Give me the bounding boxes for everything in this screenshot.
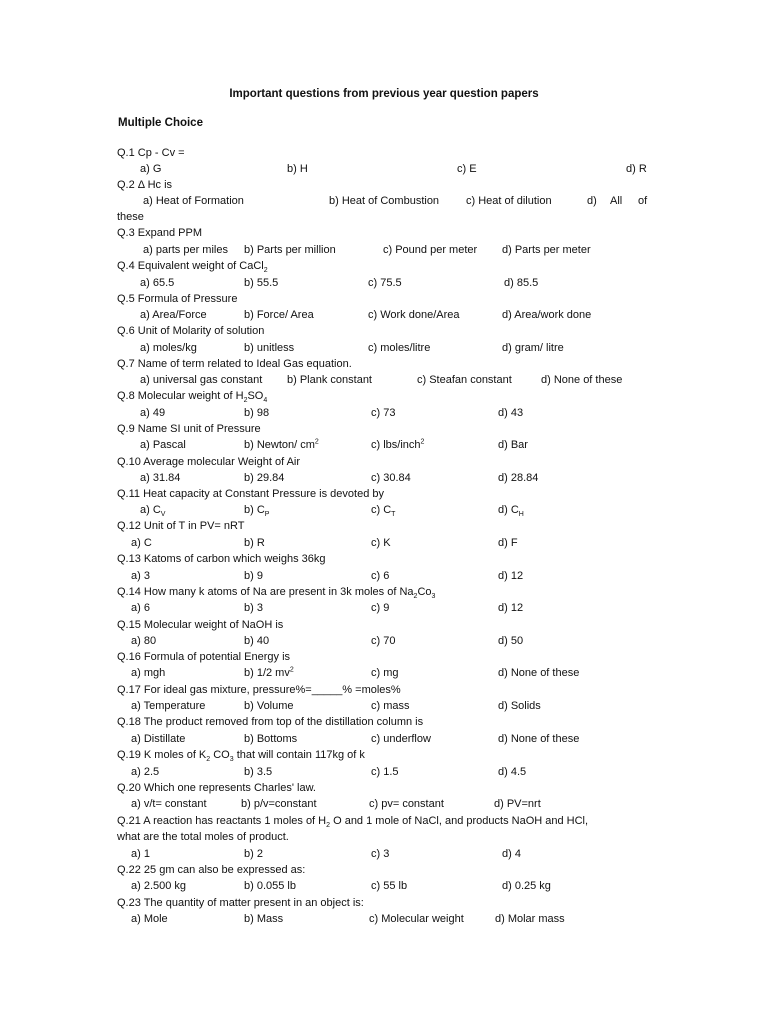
q16-option-a: a) mgh [131,667,166,679]
question-5: Q.5 Formula of Pressure [117,293,238,305]
q14-option-c: c) 9 [371,602,390,614]
question-22: Q.22 25 gm can also be expressed as: [117,864,306,876]
q22-option-a: a) 2.500 kg [131,880,187,892]
q11-option-a: a) $C_V$ [140,504,166,519]
q9-option-d: d) Bar [498,439,528,451]
question-18: Q.18 The product removed from top of the distillation column is [117,716,424,728]
q11-option-d: d) $C_H$ [498,504,524,519]
q5-option-d: d) Area/work done [502,309,592,321]
q13-option-b: b) 9 [244,570,263,582]
q21-option-a: a) 1 [131,848,150,860]
q15-option-b: b) 40 [244,635,270,647]
q2-option-c: c) Heat of dilution [466,195,552,207]
q7-option-b: b) Plank constant [287,374,372,386]
question-17: Q.17 For ideal gas mixture, pressure%=_____% =moles% [117,684,401,696]
q20-option-c: c) pv= constant [369,798,444,810]
page-title: Important questions from previous year question papers [229,88,539,100]
q19-option-b: b) 3.5 [244,766,273,778]
question-21: Q.21 A reaction has reactants 1 moles of $H_2$ O and 1 mole of NaCl, and products NaOH and HCl, [117,815,589,830]
q20-option-d: d) PV=nrt [494,798,541,810]
q21-continuation: what are the total moles of product. [117,831,289,843]
question-23: Q.23 The quantity of matter present in an object is: [117,897,364,909]
q17-option-c: c) mass [371,700,410,712]
q14-option-a: a) 6 [131,602,150,614]
q15-option-c: c) 70 [371,635,396,647]
question-7: Q.7 Name of term related to Ideal Gas equation. [117,358,352,370]
q2-option-d-word2: of [638,195,648,207]
q4-option-c: c) 75.5 [368,277,402,289]
q11-option-b: b) $C_P$ [244,504,270,519]
question-12: Q.12 Unit of T in PV= nRT [117,520,245,532]
q7-option-a: a) universal gas constant [140,374,263,386]
q10-option-b: b) 29.84 [244,472,285,484]
q1-option-c: c) E [457,163,477,175]
q22-option-b: b) 0.055 lb [244,880,296,892]
q23-option-c: c) Molecular weight [369,913,464,925]
q7-option-d: d) None of these [541,374,623,386]
q23-option-a: a) Mole [131,913,168,925]
q2-option-a: a) Heat of Formation [143,195,244,207]
q22-option-c: c) 55 lb [371,880,408,892]
question-19: Q.19 K moles of $K_2$ $CO_3$ that will contain 117kg of k [117,749,365,764]
q6-option-c: c) moles/litre [368,342,431,354]
q11-option-c: c) $C_T$ [371,504,396,519]
question-16: Q.16 Formula of potential Energy is [117,651,291,663]
q12-option-d: d) F [498,537,518,549]
question-4: Q.4 Equivalent weight of CaCl$_2$ [117,260,268,275]
q5-option-c: c) Work done/Area [368,309,460,321]
q10-option-a: a) 31.84 [140,472,181,484]
q16-option-b: b) 1/2 $mv^2$ [244,666,294,679]
q23-option-d: d) Molar mass [495,913,565,925]
q16-option-c: c) mg [371,667,399,679]
q15-option-d: d) 50 [498,635,524,647]
q4-option-b: b) 55.5 [244,277,279,289]
q6-option-d: d) gram/ litre [502,342,564,354]
question-1: Q.1 Cp - Cv = [117,147,185,159]
section-heading: Multiple Choice [118,117,203,129]
q12-option-a: a) C [131,537,152,549]
q13-option-c: c) 6 [371,570,390,582]
q9-option-c: c) lbs/inch$^2$ [371,438,425,451]
question-8: Q.8 Molecular weight of $H_2SO_4$ [117,390,268,405]
q19-option-c: c) 1.5 [371,766,399,778]
q8-option-d: d) 43 [498,407,524,419]
q8-option-c: c) 73 [371,407,396,419]
q17-option-d: d) Solids [498,700,541,712]
q8-option-a: a) 49 [140,407,166,419]
q2-option-d-word1: All [610,195,623,207]
q18-option-b: b) Bottoms [244,733,298,745]
q6-option-a: a) moles/kg [140,342,197,354]
q20-option-b: b) p/v=constant [241,798,317,810]
question-9: Q.9 Name SI unit of Pressure [117,423,261,435]
q21-option-c: c) 3 [371,848,390,860]
q10-option-c: c) 30.84 [371,472,411,484]
q2-option-d: d) [587,195,597,207]
q3-option-a: a) parts per miles [143,244,228,256]
q22-option-d: d) 0.25 kg [502,880,551,892]
q20-option-a: a) v/t= constant [131,798,207,810]
question-13: Q.13 Katoms of carbon which weighs 36kg [117,553,326,565]
question-14: Q.14 How many k atoms of Na are present in 3k moles of $Na_2Co_3$ [117,586,436,601]
q10-option-d: d) 28.84 [498,472,539,484]
question-15: Q.15 Molecular weight of NaOH is [117,619,284,631]
q18-option-a: a) Distillate [131,733,186,745]
q4-option-a: a) 65.5 [140,277,175,289]
q6-option-b: b) unitless [244,342,295,354]
q19-option-a: a) 2.5 [131,766,160,778]
q16-option-d: d) None of these [498,667,580,679]
q9-option-b: b) Newton/ $cm^2$ [244,438,319,451]
q5-option-a: a) Area/Force [140,309,207,321]
q15-option-a: a) 80 [131,635,157,647]
question-20: Q.20 Which one represents Charles' law. [117,782,316,794]
question-3: Q.3 Expand PPM [117,227,202,239]
q19-option-d: d) 4.5 [498,766,527,778]
q1-option-b: b) H [287,163,308,175]
q17-option-a: a) Temperature [131,700,206,712]
q23-option-b: b) Mass [244,913,284,925]
q2-option-b: b) Heat of Combustion [329,195,440,207]
q4-option-d: d) 85.5 [504,277,539,289]
q18-option-d: d) None of these [498,733,580,745]
question-11: Q.11 Heat capacity at Constant Pressure is devoted by [117,488,384,500]
question-2: Q.2 Δ Hc is [117,179,173,191]
q3-option-c: c) Pound per meter [383,244,478,256]
q7-option-c: c) Steafan constant [417,374,512,386]
question-10: Q.10 Average molecular Weight of Air [117,456,301,468]
q18-option-c: c) underflow [371,733,431,745]
q5-option-b: b) Force/ Area [244,309,314,321]
q1-option-a: a) G [140,163,162,175]
q14-option-b: b) 3 [244,602,263,614]
q8-option-b: b) 98 [244,407,270,419]
q12-option-c: c) K [371,537,391,549]
q9-option-a: a) Pascal [140,439,186,451]
q13-option-d: d) 12 [498,570,524,582]
q17-option-b: b) Volume [244,700,294,712]
question-6: Q.6 Unit of Molarity of solution [117,325,265,337]
q13-option-a: a) 3 [131,570,150,582]
q3-option-d: d) Parts per meter [502,244,591,256]
q3-option-b: b) Parts per million [244,244,336,256]
q12-option-b: b) R [244,537,265,549]
q21-option-d: d) 4 [502,848,521,860]
q2-continuation: these [117,211,144,223]
q1-option-d: d) R [626,163,647,175]
q21-option-b: b) 2 [244,848,263,860]
q14-option-d: d) 12 [498,602,524,614]
